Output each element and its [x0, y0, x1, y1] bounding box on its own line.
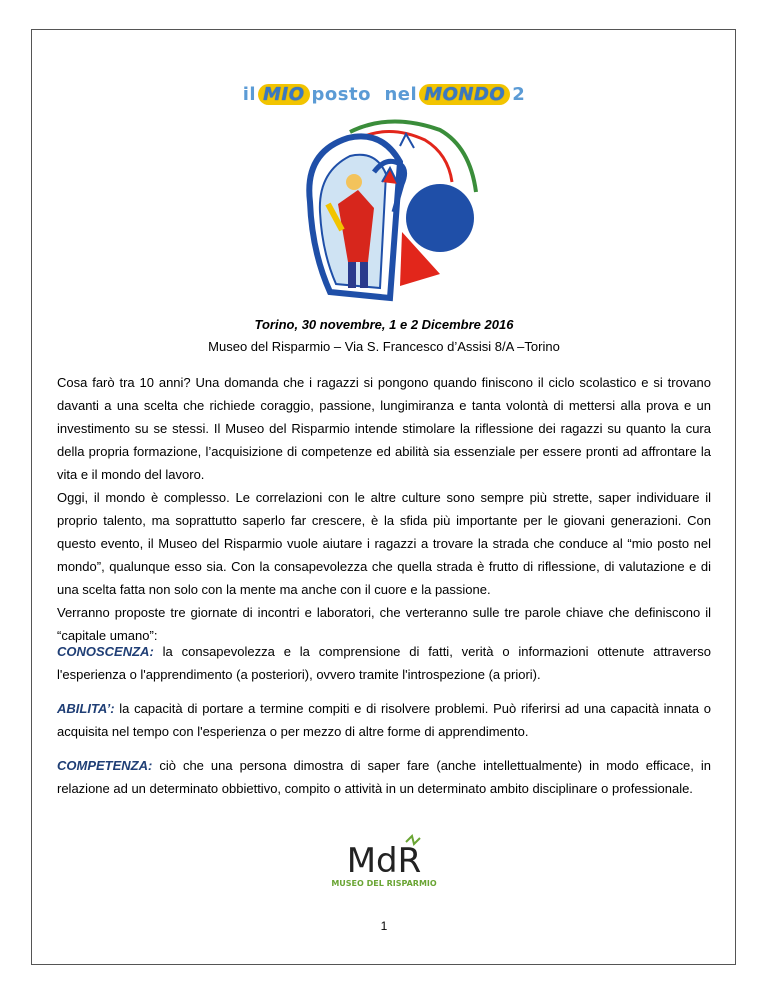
title-suffix: 2 [512, 84, 526, 105]
museo-del-risparmio-logo [322, 834, 446, 890]
title-middle: posto nel [311, 84, 418, 105]
term-competenza [57, 754, 711, 800]
term-label: ABILITA’: [57, 701, 115, 716]
term-abilita [57, 697, 711, 743]
term-definition: la capacità di portare a termine compiti e di risolvere problemi. Può riferirsi ad una capacità innata o acquisita nel tempo con l'esperienza o per mezzo di altre forme di apprendimento. [57, 701, 711, 739]
mdr-caption: MUSEO DEL RISPARMIO [331, 879, 437, 888]
mdr-letters: MdR [346, 841, 422, 881]
paragraph: Cosa farò tra 10 anni? Una domanda che i ragazzi si pongono quando finiscono il ciclo scolastico e si trovano davanti a una scelta che richiede coraggio, passione, lungimiranza e tanta volontà di mettersi alla prova e un investimento su se stessi. Il Museo del Risparmio intende stimolare la riflessione dei ragazzi su quanto la cura della propria formazione, l’acquisizione di competenze ed abilità sia essenziale per essere pronti ad affrontare la vita e il mondo del lavoro. [57, 375, 711, 482]
event-date: Torino, 30 novembre, 1 e 2 Dicembre 2016 [254, 317, 514, 332]
event-venue: Museo del Risparmio – Via S. Francesco d’Assisi 8/A –Torino [208, 339, 560, 354]
page-number: 1 [380, 919, 388, 933]
term-definition: la consapevolezza e la comprensione di fatti, verità o informazioni ottenute attraverso l'esperienza o l'apprendimento (a posteriori), ovvero tramite l'introspezione (a priori). [57, 644, 711, 682]
paragraph: Verranno proposte tre giornate di incontri e laboratori, che verteranno sulle tre parole chiave che definiscono il “capitale umano”: [57, 605, 711, 643]
paragraph: Oggi, il mondo è complesso. Le correlazioni con le altre culture sono sempre più strette, saper individuare il proprio talento, ma soprattutto saperlo far crescere, è la sfida più importante per le giovani generazioni. Con questo evento, il Museo del Risparmio vuole aiutare i ragazzi a trovare la strada che conduce al “mio posto nel mondo”, qualunque esso sia. Con la consapevolezza che quella strada è frutto di riflessione, di valutazione e di una scelta fatta non solo con la mente ma anche con il cuore e la passione. [57, 490, 711, 597]
title-prefix: il [242, 84, 257, 105]
term-definition: ciò che una persona dimostra di saper fare (anche intellettualmente) in modo efficace, in relazione ad un determinato obbiettivo, compito o attività in un determinato ambito disciplinare o professionale. [57, 758, 711, 796]
title-highlight-mondo: MONDO [419, 84, 510, 105]
event-title [0, 84, 768, 105]
term-label: CONOSCENZA: [57, 644, 154, 659]
term-conoscenza [57, 640, 711, 686]
term-label: COMPETENZA: [57, 758, 153, 773]
event-logo-illustration [290, 112, 480, 308]
title-highlight-mio: MIO [258, 84, 309, 105]
intro-text [57, 371, 711, 647]
